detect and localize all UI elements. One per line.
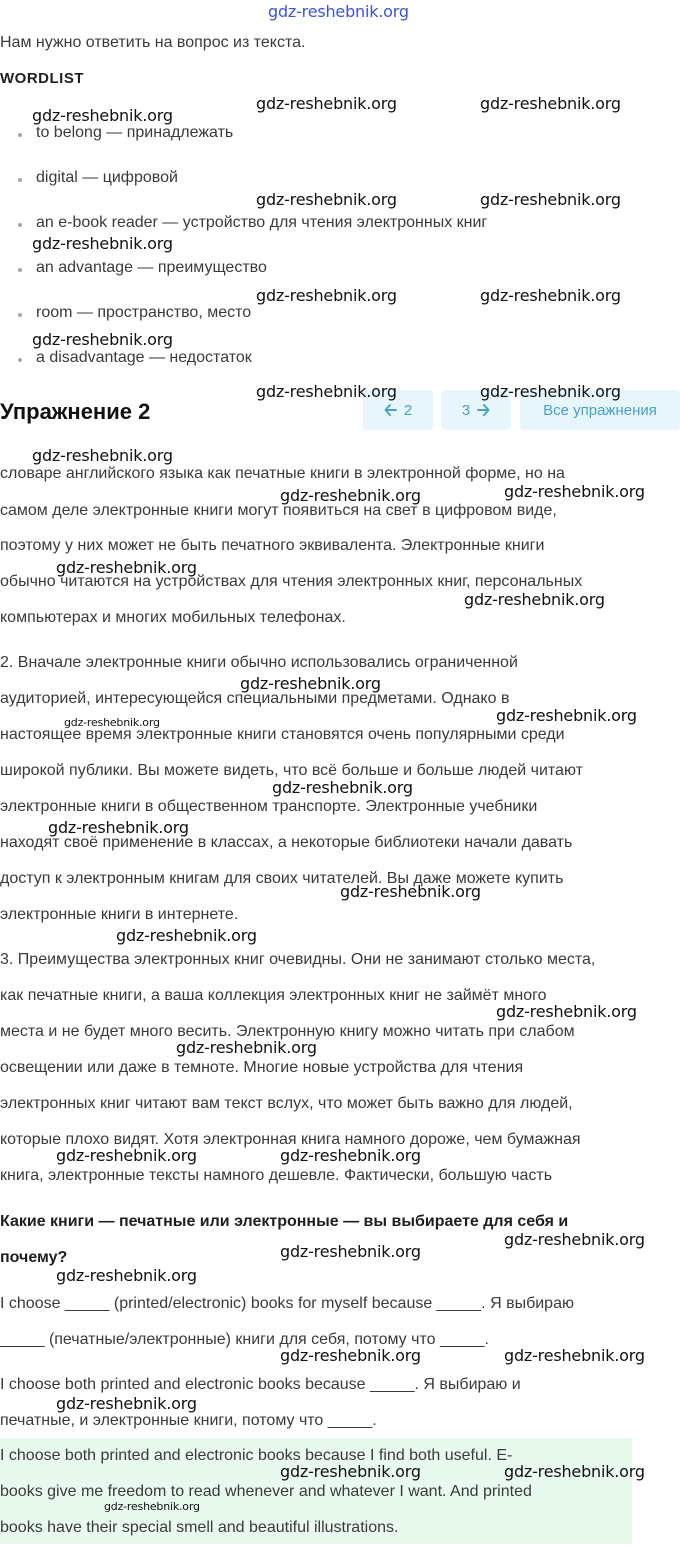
watermark-top: gdz-reshebnik.org <box>268 2 409 21</box>
watermark: gdz-reshebnik.org <box>504 1230 645 1249</box>
text-line: места и не будет много весить. Электронную книгу можно читать при слабом <box>0 1023 575 1040</box>
text-line: находят своё применение в классах, а некоторые библиотеки начали давать <box>0 834 573 851</box>
watermark: gdz-reshebnik.org <box>272 778 413 797</box>
watermark: gdz-reshebnik.org <box>280 486 421 505</box>
bullet-icon <box>18 313 22 317</box>
exercise-title: Упражнение 2 <box>0 399 151 424</box>
arrow-left-icon <box>384 403 398 417</box>
watermark: gdz-reshebnik.org <box>32 234 173 253</box>
watermark: gdz-reshebnik.org <box>504 1462 645 1481</box>
wordlist-item: room — пространство, место <box>36 304 252 321</box>
watermark: gdz-reshebnik.org <box>56 1146 197 1165</box>
watermark: gdz-reshebnik.org <box>256 94 397 113</box>
watermark: gdz-reshebnik.org <box>496 1002 637 1021</box>
text-line: аудиторией, интересующейся специальными предметами. Однако в <box>0 690 510 707</box>
text-line: компьютерах и многих мобильных телефонах. <box>0 609 346 626</box>
wordlist-item: a disadvantage — недостаток <box>36 349 252 366</box>
watermark: gdz-reshebnik.org <box>64 716 160 729</box>
question-line: Какие книги — печатные или электронные — вы выбираете для себя и <box>0 1213 569 1230</box>
intro-text: Нам нужно ответить на вопрос из текста. <box>0 34 306 51</box>
watermark: gdz-reshebnik.org <box>32 106 173 125</box>
bullet-icon <box>18 178 22 182</box>
wordlist-item: an e-book reader — устройство для чтения электронных книг <box>36 214 488 231</box>
template-line: _____ (печатные/электронные) книги для себя, потому что _____. <box>0 1331 489 1348</box>
next-exercise-label: 3 <box>461 401 471 419</box>
text-line: доступ к электронным книгам для своих читателей. Вы даже можете купить <box>0 870 564 887</box>
text-line: настоящее время электронные книги становятся очень популярными среди <box>0 726 565 743</box>
text-line: книга, электронные тексты намного дешевле. Фактически, большую часть <box>0 1167 553 1184</box>
watermark: gdz-reshebnik.org <box>280 1242 421 1261</box>
bullet-icon <box>18 358 22 362</box>
watermark: gdz-reshebnik.org <box>480 190 621 209</box>
watermark: gdz-reshebnik.org <box>480 382 621 401</box>
watermark: gdz-reshebnik.org <box>496 706 637 725</box>
text-line: электронных книг читают вам текст вслух, что может быть важно для людей, <box>0 1095 573 1112</box>
watermark: gdz-reshebnik.org <box>256 286 397 305</box>
watermark: gdz-reshebnik.org <box>32 446 173 465</box>
answer-line: books give me freedom to read whenever and whatever I want. And printed <box>0 1483 532 1500</box>
text-line: самом деле электронные книги могут появиться на свет в цифровом виде, <box>0 502 557 519</box>
text-line: словаре английского языка как печатные книги в электронной форме, но на <box>0 465 565 482</box>
watermark: gdz-reshebnik.org <box>256 190 397 209</box>
watermark: gdz-reshebnik.org <box>56 1394 197 1413</box>
text-line: электронные книги в общественном транспорте. Электронные учебники <box>0 798 538 815</box>
watermark: gdz-reshebnik.org <box>504 482 645 501</box>
answer-line: I choose both printed and electronic books because I find both useful. E- <box>0 1447 513 1464</box>
watermark: gdz-reshebnik.org <box>176 1038 317 1057</box>
wordlist-item: to belong — принадлежать <box>36 124 234 141</box>
watermark: gdz-reshebnik.org <box>104 1500 200 1513</box>
text-line: освещении или даже в темноте. Многие новые устройства для чтения <box>0 1059 524 1076</box>
template-line: I choose both printed and electronic books because _____. Я выбираю и <box>0 1376 521 1393</box>
bullet-icon <box>18 133 22 137</box>
arrow-right-icon <box>476 403 490 417</box>
text-line: поэтому у них может не быть печатного эквивалента. Электронные книги <box>0 537 545 554</box>
watermark: gdz-reshebnik.org <box>56 1266 197 1285</box>
template-line: печатные, и электронные книги, потому что _____. <box>0 1412 377 1429</box>
text-line: которые плохо видят. Хотя электронная книга намного дороже, чем бумажная <box>0 1131 581 1148</box>
watermark: gdz-reshebnik.org <box>240 674 381 693</box>
all-exercises-label: Все упражнения <box>543 401 657 419</box>
watermark: gdz-reshebnik.org <box>504 1346 645 1365</box>
text-line: 3. Преимущества электронных книг очевидны. Они не занимают столько места, <box>0 951 596 968</box>
watermark: gdz-reshebnik.org <box>116 926 257 945</box>
question-line: почему? <box>0 1249 68 1266</box>
watermark: gdz-reshebnik.org <box>280 1146 421 1165</box>
wordlist-heading: WORDLIST <box>0 70 84 87</box>
watermark: gdz-reshebnik.org <box>48 818 189 837</box>
answer-line: books have their special smell and beautiful illustrations. <box>0 1519 399 1536</box>
text-line: обычно читаются на устройствах для чтения электронных книг, персональных <box>0 573 583 590</box>
bullet-icon <box>18 268 22 272</box>
prev-exercise-label: 2 <box>403 401 413 419</box>
watermark: gdz-reshebnik.org <box>280 1462 421 1481</box>
watermark: gdz-reshebnik.org <box>340 882 481 901</box>
watermark: gdz-reshebnik.org <box>56 558 197 577</box>
wordlist-item: digital — цифровой <box>36 169 178 186</box>
watermark: gdz-reshebnik.org <box>480 286 621 305</box>
watermark: gdz-reshebnik.org <box>464 590 605 609</box>
watermark: gdz-reshebnik.org <box>480 94 621 113</box>
text-line: 2. Вначале электронные книги обычно использовались ограниченной <box>0 654 518 671</box>
watermark: gdz-reshebnik.org <box>32 330 173 349</box>
template-line: I choose _____ (printed/electronic) books for myself because _____. Я выбираю <box>0 1295 574 1312</box>
text-line: электронные книги в интернете. <box>0 906 239 923</box>
watermark: gdz-reshebnik.org <box>280 1346 421 1365</box>
watermark: gdz-reshebnik.org <box>256 382 397 401</box>
bullet-icon <box>18 223 22 227</box>
text-line: широкой публики. Вы можете видеть, что всё больше и больше людей читают <box>0 762 583 779</box>
wordlist-item: an advantage — преимущество <box>36 259 267 276</box>
text-line: как печатные книги, а ваша коллекция электронных книг не займёт много <box>0 987 547 1004</box>
